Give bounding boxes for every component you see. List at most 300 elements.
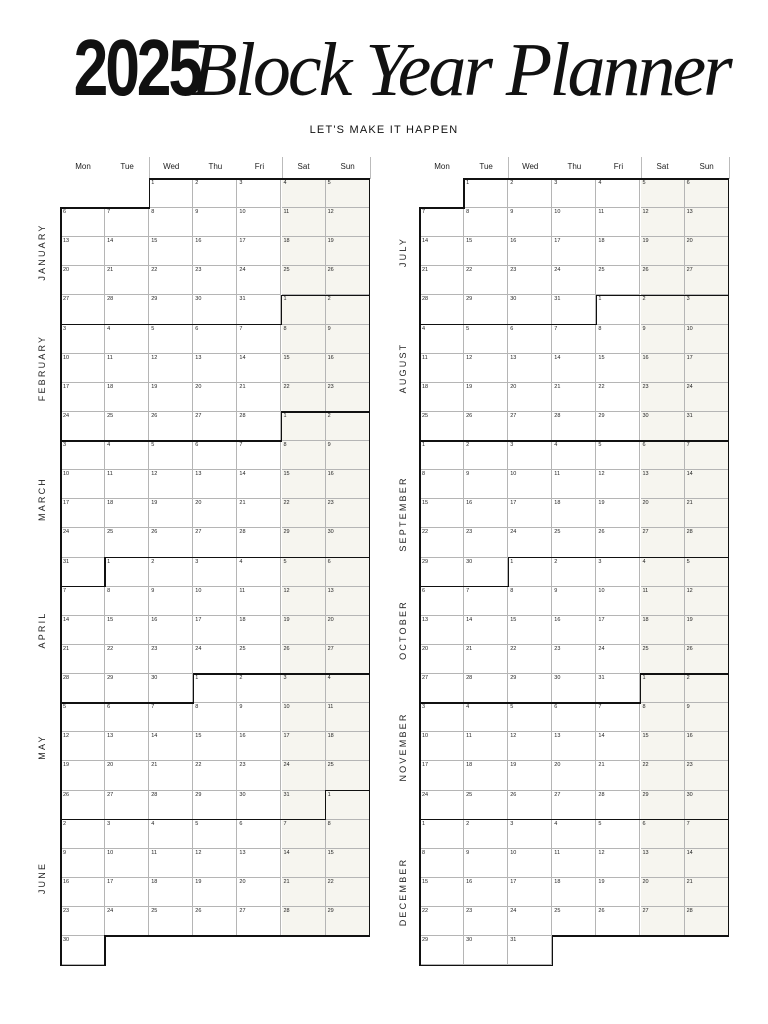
day-cell[interactable]: 19: [61, 761, 105, 790]
day-cell[interactable]: 28: [685, 528, 729, 557]
day-cell[interactable]: 12: [282, 587, 326, 616]
day-cell[interactable]: 1: [193, 674, 237, 703]
day-cell[interactable]: 19: [596, 499, 640, 528]
day-cell[interactable]: 16: [641, 354, 685, 383]
day-cell[interactable]: 1: [464, 179, 508, 208]
day-cell[interactable]: 24: [552, 266, 596, 295]
day-cell[interactable]: 10: [420, 732, 464, 761]
day-cell[interactable]: 28: [464, 674, 508, 703]
day-cell[interactable]: 1: [149, 179, 193, 208]
day-cell[interactable]: 6: [193, 325, 237, 354]
day-cell[interactable]: 12: [596, 470, 640, 499]
day-cell[interactable]: 30: [193, 295, 237, 324]
day-cell[interactable]: 5: [282, 558, 326, 587]
day-cell[interactable]: 14: [105, 237, 149, 266]
day-cell[interactable]: 15: [508, 616, 552, 645]
day-cell[interactable]: 8: [464, 208, 508, 237]
day-cell[interactable]: 31: [61, 558, 105, 587]
day-cell[interactable]: 16: [193, 237, 237, 266]
day-cell[interactable]: 10: [508, 849, 552, 878]
day-cell[interactable]: 12: [61, 732, 105, 761]
day-cell[interactable]: 27: [237, 907, 281, 936]
day-cell[interactable]: 30: [326, 528, 370, 557]
day-cell[interactable]: 26: [193, 907, 237, 936]
day-cell[interactable]: 18: [464, 761, 508, 790]
day-cell[interactable]: 27: [685, 266, 729, 295]
day-cell[interactable]: 25: [237, 645, 281, 674]
day-cell[interactable]: 23: [149, 645, 193, 674]
day-cell[interactable]: 13: [237, 849, 281, 878]
day-cell[interactable]: 9: [193, 208, 237, 237]
day-cell[interactable]: 29: [282, 528, 326, 557]
day-cell[interactable]: 17: [61, 383, 105, 412]
day-cell[interactable]: 13: [508, 354, 552, 383]
day-cell[interactable]: 17: [105, 878, 149, 907]
day-cell[interactable]: 27: [552, 791, 596, 820]
day-cell[interactable]: 15: [641, 732, 685, 761]
day-cell[interactable]: 26: [508, 791, 552, 820]
day-cell[interactable]: 18: [149, 878, 193, 907]
day-cell[interactable]: 24: [685, 383, 729, 412]
day-cell[interactable]: 6: [105, 703, 149, 732]
day-cell[interactable]: 11: [105, 470, 149, 499]
day-cell[interactable]: 25: [149, 907, 193, 936]
day-cell[interactable]: 5: [149, 441, 193, 470]
day-cell[interactable]: 3: [282, 674, 326, 703]
day-cell[interactable]: 9: [685, 703, 729, 732]
day-cell[interactable]: 2: [508, 179, 552, 208]
day-cell[interactable]: 27: [105, 791, 149, 820]
day-cell[interactable]: 17: [193, 616, 237, 645]
day-cell[interactable]: 16: [237, 732, 281, 761]
day-cell[interactable]: 7: [685, 441, 729, 470]
day-cell[interactable]: 19: [326, 237, 370, 266]
day-cell[interactable]: 28: [149, 791, 193, 820]
day-cell[interactable]: 30: [464, 558, 508, 587]
day-cell[interactable]: 4: [105, 441, 149, 470]
day-cell[interactable]: 22: [282, 383, 326, 412]
day-cell[interactable]: 3: [237, 179, 281, 208]
day-cell[interactable]: 10: [282, 703, 326, 732]
day-cell[interactable]: 29: [508, 674, 552, 703]
day-cell[interactable]: 6: [420, 587, 464, 616]
day-cell[interactable]: 7: [237, 441, 281, 470]
day-cell[interactable]: 21: [685, 878, 729, 907]
day-cell[interactable]: 20: [641, 499, 685, 528]
day-cell[interactable]: 12: [596, 849, 640, 878]
day-cell[interactable]: 23: [326, 499, 370, 528]
day-cell[interactable]: 15: [464, 237, 508, 266]
day-cell[interactable]: 26: [149, 412, 193, 441]
day-cell[interactable]: 17: [596, 616, 640, 645]
day-cell[interactable]: 20: [641, 878, 685, 907]
day-cell[interactable]: 7: [552, 325, 596, 354]
day-cell[interactable]: 20: [61, 266, 105, 295]
day-cell[interactable]: 23: [61, 907, 105, 936]
day-cell[interactable]: 14: [282, 849, 326, 878]
day-cell[interactable]: 5: [149, 325, 193, 354]
day-cell[interactable]: 9: [641, 325, 685, 354]
day-cell[interactable]: 21: [552, 383, 596, 412]
day-cell[interactable]: 20: [237, 878, 281, 907]
day-cell[interactable]: 13: [420, 616, 464, 645]
day-cell[interactable]: 18: [641, 616, 685, 645]
day-cell[interactable]: 23: [464, 907, 508, 936]
day-cell[interactable]: 30: [641, 412, 685, 441]
day-cell[interactable]: 7: [237, 325, 281, 354]
day-cell[interactable]: 7: [420, 208, 464, 237]
day-cell[interactable]: 17: [420, 761, 464, 790]
day-cell[interactable]: 25: [105, 528, 149, 557]
day-cell[interactable]: 19: [596, 878, 640, 907]
day-cell[interactable]: 13: [61, 237, 105, 266]
day-cell[interactable]: 8: [282, 325, 326, 354]
day-cell[interactable]: 18: [105, 499, 149, 528]
day-cell[interactable]: 12: [508, 732, 552, 761]
day-cell[interactable]: 22: [420, 528, 464, 557]
day-cell[interactable]: 22: [282, 499, 326, 528]
day-cell[interactable]: 9: [326, 325, 370, 354]
day-cell[interactable]: 6: [685, 179, 729, 208]
day-cell[interactable]: 22: [105, 645, 149, 674]
day-cell[interactable]: 20: [193, 499, 237, 528]
day-cell[interactable]: 25: [552, 528, 596, 557]
day-cell[interactable]: 17: [61, 499, 105, 528]
day-cell[interactable]: 4: [237, 558, 281, 587]
day-cell[interactable]: 21: [282, 878, 326, 907]
day-cell[interactable]: 16: [149, 616, 193, 645]
day-cell[interactable]: 22: [464, 266, 508, 295]
day-cell[interactable]: 7: [149, 703, 193, 732]
day-cell[interactable]: 22: [149, 266, 193, 295]
day-cell[interactable]: 27: [641, 907, 685, 936]
day-cell[interactable]: 11: [282, 208, 326, 237]
day-cell[interactable]: 31: [685, 412, 729, 441]
day-cell[interactable]: 17: [685, 354, 729, 383]
day-cell[interactable]: 27: [641, 528, 685, 557]
day-cell[interactable]: 26: [61, 791, 105, 820]
day-cell[interactable]: 22: [420, 907, 464, 936]
day-cell[interactable]: 31: [237, 295, 281, 324]
day-cell[interactable]: 16: [464, 499, 508, 528]
day-cell[interactable]: 1: [326, 791, 370, 820]
day-cell[interactable]: 26: [685, 645, 729, 674]
day-cell[interactable]: 15: [326, 849, 370, 878]
day-cell[interactable]: 29: [326, 907, 370, 936]
day-cell[interactable]: 8: [420, 470, 464, 499]
day-cell[interactable]: 4: [464, 703, 508, 732]
day-cell[interactable]: 14: [237, 354, 281, 383]
day-cell[interactable]: 14: [685, 470, 729, 499]
day-cell[interactable]: 19: [508, 761, 552, 790]
day-cell[interactable]: 8: [105, 587, 149, 616]
day-cell[interactable]: 4: [420, 325, 464, 354]
day-cell[interactable]: 14: [596, 732, 640, 761]
day-cell[interactable]: 1: [508, 558, 552, 587]
day-cell[interactable]: 8: [326, 820, 370, 849]
day-cell[interactable]: 28: [685, 907, 729, 936]
day-cell[interactable]: 14: [149, 732, 193, 761]
day-cell[interactable]: 13: [641, 849, 685, 878]
day-cell[interactable]: 18: [596, 237, 640, 266]
day-cell[interactable]: 25: [105, 412, 149, 441]
day-cell[interactable]: 14: [464, 616, 508, 645]
day-cell[interactable]: 29: [420, 936, 464, 965]
day-cell[interactable]: 23: [237, 761, 281, 790]
day-cell[interactable]: 3: [61, 325, 105, 354]
day-cell[interactable]: 21: [237, 383, 281, 412]
day-cell[interactable]: 24: [61, 528, 105, 557]
day-cell[interactable]: 28: [61, 674, 105, 703]
day-cell[interactable]: 26: [282, 645, 326, 674]
day-cell[interactable]: 15: [282, 470, 326, 499]
day-cell[interactable]: 2: [237, 674, 281, 703]
day-cell[interactable]: 9: [237, 703, 281, 732]
day-cell[interactable]: 15: [420, 499, 464, 528]
day-cell[interactable]: 20: [105, 761, 149, 790]
day-cell[interactable]: 2: [464, 441, 508, 470]
day-cell[interactable]: 25: [282, 266, 326, 295]
day-cell[interactable]: 8: [420, 849, 464, 878]
day-cell[interactable]: 5: [685, 558, 729, 587]
day-cell[interactable]: 14: [552, 354, 596, 383]
day-cell[interactable]: 26: [596, 528, 640, 557]
day-cell[interactable]: 30: [237, 791, 281, 820]
day-cell[interactable]: 20: [508, 383, 552, 412]
day-cell[interactable]: 14: [237, 470, 281, 499]
day-cell[interactable]: 7: [61, 587, 105, 616]
day-cell[interactable]: 30: [508, 295, 552, 324]
day-cell[interactable]: 5: [193, 820, 237, 849]
day-cell[interactable]: 7: [685, 820, 729, 849]
day-cell[interactable]: 10: [61, 354, 105, 383]
day-cell[interactable]: 27: [326, 645, 370, 674]
day-cell[interactable]: 22: [641, 761, 685, 790]
day-cell[interactable]: 13: [326, 587, 370, 616]
day-cell[interactable]: 2: [685, 674, 729, 703]
day-cell[interactable]: 19: [149, 499, 193, 528]
day-cell[interactable]: 9: [464, 470, 508, 499]
day-cell[interactable]: 17: [282, 732, 326, 761]
day-cell[interactable]: 13: [685, 208, 729, 237]
day-cell[interactable]: 30: [149, 674, 193, 703]
day-cell[interactable]: 24: [508, 528, 552, 557]
day-cell[interactable]: 5: [596, 441, 640, 470]
day-cell[interactable]: 11: [464, 732, 508, 761]
day-cell[interactable]: 7: [105, 208, 149, 237]
day-cell[interactable]: 4: [326, 674, 370, 703]
day-cell[interactable]: 5: [61, 703, 105, 732]
day-cell[interactable]: 26: [464, 412, 508, 441]
day-cell[interactable]: 10: [193, 587, 237, 616]
day-cell[interactable]: 16: [326, 354, 370, 383]
day-cell[interactable]: 21: [105, 266, 149, 295]
day-cell[interactable]: 24: [596, 645, 640, 674]
day-cell[interactable]: 13: [105, 732, 149, 761]
day-cell[interactable]: 26: [596, 907, 640, 936]
day-cell[interactable]: 25: [596, 266, 640, 295]
day-cell[interactable]: 1: [641, 674, 685, 703]
day-cell[interactable]: 18: [420, 383, 464, 412]
day-cell[interactable]: 6: [237, 820, 281, 849]
day-cell[interactable]: 6: [61, 208, 105, 237]
day-cell[interactable]: 30: [552, 674, 596, 703]
day-cell[interactable]: 26: [641, 266, 685, 295]
day-cell[interactable]: 11: [149, 849, 193, 878]
day-cell[interactable]: 14: [61, 616, 105, 645]
day-cell[interactable]: 21: [61, 645, 105, 674]
day-cell[interactable]: 12: [326, 208, 370, 237]
day-cell[interactable]: 30: [61, 936, 105, 965]
day-cell[interactable]: 19: [685, 616, 729, 645]
day-cell[interactable]: 8: [508, 587, 552, 616]
day-cell[interactable]: 30: [464, 936, 508, 965]
day-cell[interactable]: 29: [641, 791, 685, 820]
day-cell[interactable]: 15: [596, 354, 640, 383]
day-cell[interactable]: 6: [641, 820, 685, 849]
day-cell[interactable]: 10: [61, 470, 105, 499]
day-cell[interactable]: 2: [193, 179, 237, 208]
day-cell[interactable]: 12: [193, 849, 237, 878]
day-cell[interactable]: 2: [464, 820, 508, 849]
day-cell[interactable]: 19: [641, 237, 685, 266]
day-cell[interactable]: 17: [508, 878, 552, 907]
day-cell[interactable]: 8: [282, 441, 326, 470]
day-cell[interactable]: 4: [105, 325, 149, 354]
day-cell[interactable]: 16: [326, 470, 370, 499]
day-cell[interactable]: 1: [105, 558, 149, 587]
day-cell[interactable]: 25: [552, 907, 596, 936]
day-cell[interactable]: 23: [508, 266, 552, 295]
day-cell[interactable]: 31: [552, 295, 596, 324]
day-cell[interactable]: 17: [508, 499, 552, 528]
day-cell[interactable]: 14: [685, 849, 729, 878]
day-cell[interactable]: 8: [149, 208, 193, 237]
day-cell[interactable]: 7: [464, 587, 508, 616]
day-cell[interactable]: 4: [552, 441, 596, 470]
day-cell[interactable]: 11: [420, 354, 464, 383]
day-cell[interactable]: 2: [61, 820, 105, 849]
day-cell[interactable]: 3: [596, 558, 640, 587]
day-cell[interactable]: 12: [685, 587, 729, 616]
day-cell[interactable]: 27: [193, 528, 237, 557]
day-cell[interactable]: 7: [596, 703, 640, 732]
day-cell[interactable]: 2: [552, 558, 596, 587]
day-cell[interactable]: 24: [61, 412, 105, 441]
day-cell[interactable]: 28: [237, 412, 281, 441]
day-cell[interactable]: 3: [685, 295, 729, 324]
day-cell[interactable]: 1: [420, 820, 464, 849]
day-cell[interactable]: 31: [282, 791, 326, 820]
day-cell[interactable]: 3: [105, 820, 149, 849]
day-cell[interactable]: 12: [464, 354, 508, 383]
day-cell[interactable]: 17: [237, 237, 281, 266]
day-cell[interactable]: 19: [149, 383, 193, 412]
day-cell[interactable]: 26: [326, 266, 370, 295]
day-cell[interactable]: 7: [282, 820, 326, 849]
day-cell[interactable]: 10: [237, 208, 281, 237]
day-cell[interactable]: 28: [282, 907, 326, 936]
day-cell[interactable]: 21: [149, 761, 193, 790]
day-cell[interactable]: 13: [641, 470, 685, 499]
day-cell[interactable]: 6: [641, 441, 685, 470]
day-cell[interactable]: 31: [508, 936, 552, 965]
day-cell[interactable]: 9: [149, 587, 193, 616]
day-cell[interactable]: 9: [508, 208, 552, 237]
day-cell[interactable]: 9: [552, 587, 596, 616]
day-cell[interactable]: 3: [193, 558, 237, 587]
day-cell[interactable]: 23: [641, 383, 685, 412]
day-cell[interactable]: 11: [552, 849, 596, 878]
day-cell[interactable]: 3: [61, 441, 105, 470]
day-cell[interactable]: 29: [193, 791, 237, 820]
day-cell[interactable]: 17: [552, 237, 596, 266]
day-cell[interactable]: 23: [326, 383, 370, 412]
day-cell[interactable]: 10: [508, 470, 552, 499]
day-cell[interactable]: 16: [685, 732, 729, 761]
day-cell[interactable]: 25: [326, 761, 370, 790]
day-cell[interactable]: 8: [596, 325, 640, 354]
day-cell[interactable]: 29: [105, 674, 149, 703]
day-cell[interactable]: 5: [326, 179, 370, 208]
day-cell[interactable]: 19: [193, 878, 237, 907]
day-cell[interactable]: 15: [282, 354, 326, 383]
day-cell[interactable]: 27: [61, 295, 105, 324]
day-cell[interactable]: 16: [508, 237, 552, 266]
day-cell[interactable]: 11: [326, 703, 370, 732]
day-cell[interactable]: 3: [508, 441, 552, 470]
day-cell[interactable]: 22: [508, 645, 552, 674]
day-cell[interactable]: 24: [193, 645, 237, 674]
day-cell[interactable]: 6: [508, 325, 552, 354]
day-cell[interactable]: 18: [552, 499, 596, 528]
day-cell[interactable]: 28: [552, 412, 596, 441]
day-cell[interactable]: 18: [552, 878, 596, 907]
day-cell[interactable]: 27: [508, 412, 552, 441]
day-cell[interactable]: 21: [237, 499, 281, 528]
day-cell[interactable]: 18: [282, 237, 326, 266]
day-cell[interactable]: 1: [420, 441, 464, 470]
day-cell[interactable]: 20: [420, 645, 464, 674]
day-cell[interactable]: 1: [596, 295, 640, 324]
day-cell[interactable]: 21: [685, 499, 729, 528]
day-cell[interactable]: 10: [596, 587, 640, 616]
day-cell[interactable]: 24: [105, 907, 149, 936]
day-cell[interactable]: 3: [420, 703, 464, 732]
day-cell[interactable]: 1: [282, 295, 326, 324]
day-cell[interactable]: 11: [237, 587, 281, 616]
day-cell[interactable]: 25: [420, 412, 464, 441]
day-cell[interactable]: 23: [193, 266, 237, 295]
day-cell[interactable]: 6: [193, 441, 237, 470]
day-cell[interactable]: 24: [420, 791, 464, 820]
day-cell[interactable]: 22: [326, 878, 370, 907]
day-cell[interactable]: 8: [641, 703, 685, 732]
day-cell[interactable]: 11: [105, 354, 149, 383]
day-cell[interactable]: 20: [193, 383, 237, 412]
day-cell[interactable]: 18: [105, 383, 149, 412]
day-cell[interactable]: 1: [282, 412, 326, 441]
day-cell[interactable]: 27: [193, 412, 237, 441]
day-cell[interactable]: 23: [685, 761, 729, 790]
day-cell[interactable]: 15: [105, 616, 149, 645]
day-cell[interactable]: 5: [641, 179, 685, 208]
day-cell[interactable]: 20: [326, 616, 370, 645]
day-cell[interactable]: 12: [149, 470, 193, 499]
day-cell[interactable]: 28: [420, 295, 464, 324]
day-cell[interactable]: 4: [552, 820, 596, 849]
day-cell[interactable]: 25: [641, 645, 685, 674]
